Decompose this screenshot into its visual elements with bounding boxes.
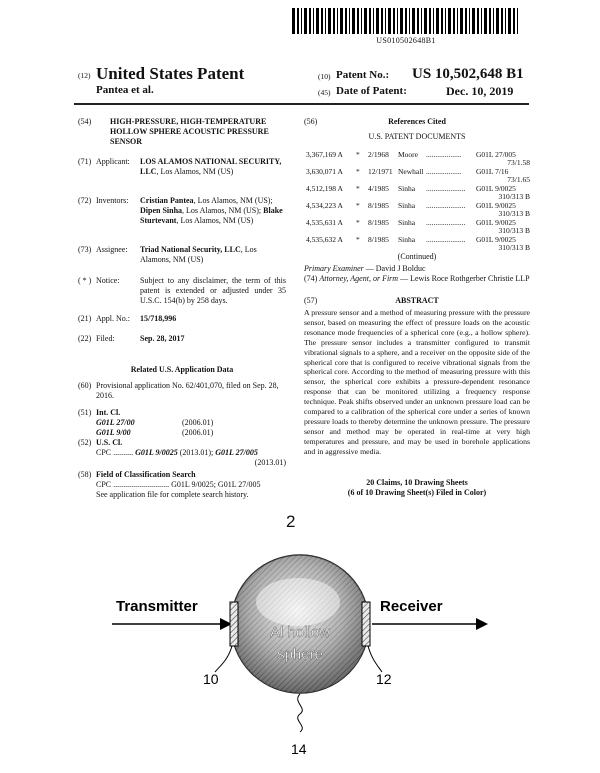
- barcode: [292, 8, 520, 34]
- intcl-class: G01L 9/00: [96, 428, 131, 437]
- reference-class: G01L 9/0025: [476, 218, 516, 227]
- patent-number: US 10,502,648 B1: [412, 66, 524, 82]
- barcode-number: US010502648B1: [376, 36, 436, 45]
- intcl-version: (2006.01): [182, 418, 214, 427]
- barcode-bar: [297, 8, 299, 34]
- reference-subclass: 310/313 B: [498, 192, 530, 201]
- barcode-bar: [388, 8, 391, 34]
- cpc-line: CPC .......... G01L 9/0025 (2013.01); G01L 27/005: [96, 448, 258, 457]
- reference-star: *: [356, 167, 360, 176]
- reference-dots: ...................: [426, 150, 462, 159]
- barcode-bar: [409, 8, 410, 34]
- reference-star: *: [356, 150, 360, 159]
- barcode-bar: [393, 8, 395, 34]
- notice-label: Notice:: [96, 276, 120, 285]
- reference-date: 8/1985: [368, 201, 389, 210]
- reference-number: 4,535,632 A: [306, 235, 343, 244]
- barcode-bar: [496, 8, 499, 34]
- applicant: LOS ALAMOS NATIONAL SECURITY, LLC, Los Alamos, NM (US): [140, 157, 282, 177]
- transmitter-arrow: [112, 618, 232, 630]
- inventors-label: Inventors:: [96, 196, 129, 205]
- uscl-label: U.S. Cl.: [96, 438, 123, 447]
- reference-number: 4,534,223 A: [306, 201, 343, 210]
- barcode-bar: [376, 8, 379, 34]
- barcode-bar: [361, 8, 362, 34]
- assignee-code: (73): [78, 245, 92, 254]
- barcode-bar: [337, 8, 338, 34]
- abstract-code: (57): [304, 296, 318, 305]
- code-12: (12): [78, 71, 91, 80]
- reference-class: G01L 27/005: [476, 150, 516, 159]
- provisional-text: Provisional application No. 62/401,070, filed on Sep. 28, 2016.: [96, 381, 279, 401]
- barcode-bar: [421, 8, 422, 34]
- abstract-text: A pressure sensor and a method of measuring pressure with the pressure sensor, based on measuring the effect of pressure loads on the acoustic resonance mode frequencies of a spherical core (e.g., a hollow sphere). The pressure sensor includes a transmitter configured to transmit vibrational signals to a sphere, and a receiver on the opposite side of the spherical core that is configured to receive vibrational signals from the spherical core. According to the method of measuring pressure with this sensor, the spherical core exhibits a pressure-dependent resonance response that can be monitored utilizing a frequency response technique. Peak shifts observed under an unknown pressure load can be compared to a calibration of the spherical core under a series of known pressure loads to thereby determine the unknown pressure. The pressure sensor and method may be operated in real-time at very high temperatures and pressure, and may be used in borehole applications and in aggressive media.: [304, 308, 530, 456]
- barcode-bar: [489, 8, 491, 34]
- barcode-bar: [349, 8, 350, 34]
- barcode-bar: [405, 8, 407, 34]
- barcode-bar: [445, 8, 446, 34]
- barcode-bar: [460, 8, 463, 34]
- barcode-bar: [357, 8, 359, 34]
- barcode-bar: [453, 8, 455, 34]
- ref-12: 12: [376, 671, 392, 687]
- barcode-bar: [352, 8, 355, 34]
- barcode-bar: [309, 8, 311, 34]
- barcode-bar: [457, 8, 458, 34]
- notice-text: Subject to any disclaimer, the term of this patent is extended or adjusted under 35 U.S.C. 154(b) by 258 days.: [140, 276, 286, 306]
- reference-class: G01L 7/16: [476, 167, 509, 176]
- barcode-bar: [292, 8, 295, 34]
- field-code: (58): [78, 470, 92, 479]
- barcode-bar: [345, 8, 347, 34]
- barcode-bar: [340, 8, 343, 34]
- leader-14: [298, 694, 303, 732]
- filed-label: Filed:: [96, 334, 115, 343]
- sphere-label-line2: sphere: [277, 646, 323, 663]
- reference-inventor: Sinha: [398, 184, 416, 193]
- reference-inventor: Sinha: [398, 235, 416, 244]
- reference-subclass: 310/313 B: [498, 226, 530, 235]
- barcode-bar: [493, 8, 494, 34]
- barcode-bar: [333, 8, 335, 34]
- barcode-bar: [301, 8, 302, 34]
- reference-subclass: 73/1.65: [507, 175, 530, 184]
- related-heading: Related U.S. Application Data: [130, 365, 234, 374]
- reference-date: 8/1985: [368, 235, 389, 244]
- barcode-bar: [381, 8, 383, 34]
- barcode-bar: [465, 8, 467, 34]
- appl-code: (21): [78, 314, 92, 323]
- barcode-bar: [508, 8, 511, 34]
- filed-code: (22): [78, 334, 92, 343]
- reference-star: *: [356, 201, 360, 210]
- examiner: Primary Examiner — David J Bolduc: [304, 264, 426, 273]
- assignee-label: Assignee:: [96, 245, 128, 254]
- reference-dots: .....................: [426, 235, 466, 244]
- transmitter-transducer: [230, 602, 238, 646]
- barcode-bar: [501, 8, 503, 34]
- patent-date: Dec. 10, 2019: [446, 84, 514, 98]
- barcode-bar: [513, 8, 515, 34]
- inventors: Cristian Pantea, Los Alamos, NM (US); Dipen Sinha, Los Alamos, NM (US); Blake Sturtevant, Los Alamos, NM (US): [140, 196, 283, 226]
- patent-no-label: Patent No.:: [336, 69, 390, 81]
- continued: (Continued): [397, 252, 437, 261]
- leader-12: [368, 646, 382, 672]
- title-code: (54): [78, 117, 92, 126]
- receiver-arrow: [372, 618, 488, 630]
- reference-class: G01L 9/0025: [476, 201, 516, 210]
- ref-14: 14: [291, 741, 307, 757]
- attorney: (74) Attorney, Agent, or Firm — Lewis Roce Rothgerber Christie LLP: [304, 274, 530, 283]
- receiver-label: Receiver: [380, 598, 443, 615]
- filed-date: Sep. 28, 2017: [140, 334, 185, 343]
- barcode-bar: [481, 8, 482, 34]
- field-label: Field of Classification Search: [96, 470, 196, 479]
- reference-number: 3,630,071 A: [306, 167, 343, 176]
- notice-code: ( * ): [78, 276, 92, 285]
- sphere-label-line1: Al hollow: [269, 624, 331, 641]
- barcode-bar: [517, 8, 518, 34]
- barcode-bar: [304, 8, 307, 34]
- leader-10: [215, 646, 232, 672]
- barcode-bar: [448, 8, 451, 34]
- barcode-bar: [477, 8, 479, 34]
- field-cpc: CPC ............................ G01L 9/0025; G01L 27/005: [96, 480, 261, 489]
- field-see: See application file for complete search history.: [96, 490, 249, 499]
- barcode-bar: [313, 8, 314, 34]
- barcode-bar: [400, 8, 403, 34]
- barcode-bar: [436, 8, 439, 34]
- reference-class: G01L 9/0025: [476, 235, 516, 244]
- receiver-transducer: [362, 602, 370, 646]
- barcode-bar: [369, 8, 371, 34]
- reference-number: 3,367,169 A: [306, 150, 343, 159]
- barcode-bar: [469, 8, 470, 34]
- reference-number: 4,535,631 A: [306, 218, 343, 227]
- barcode-bar: [484, 8, 487, 34]
- intcl-class: G01L 27/00: [96, 418, 135, 427]
- figure-number: 2: [286, 512, 296, 531]
- barcode-bar: [441, 8, 443, 34]
- code-10: (10): [318, 72, 331, 81]
- prov-code: (60): [78, 381, 92, 390]
- barcode-bar: [429, 8, 431, 34]
- intcl-code: (51): [78, 408, 92, 417]
- references-heading: References Cited: [388, 117, 446, 126]
- inventor-short: Pantea et al.: [96, 84, 154, 96]
- date-label: Date of Patent:: [336, 85, 407, 97]
- reference-dots: ...................: [426, 167, 462, 176]
- barcode-bar: [433, 8, 434, 34]
- patent-title-heading: United States Patent: [96, 64, 245, 83]
- claims-line: 20 Claims, 10 Drawing Sheets: [366, 478, 468, 487]
- reference-dots: .....................: [426, 184, 466, 193]
- reference-class: G01L 9/0025: [476, 184, 516, 193]
- inventors-code: (72): [78, 196, 92, 205]
- barcode-bar: [472, 8, 475, 34]
- applicant-label: Applicant:: [96, 157, 130, 166]
- appl-number: 15/718,996: [140, 314, 177, 323]
- barcode-bar: [373, 8, 374, 34]
- uscl-code: (52): [78, 438, 92, 447]
- ref-code: (56): [304, 117, 318, 126]
- header-rule: [74, 103, 529, 105]
- reference-subclass: 73/1.58: [507, 158, 530, 167]
- reference-date: 8/1985: [368, 218, 389, 227]
- intcl-label: Int. Cl.: [96, 408, 121, 417]
- barcode-bar: [325, 8, 326, 34]
- reference-subclass: 310/313 B: [498, 243, 530, 252]
- barcode-bar: [412, 8, 415, 34]
- invention-title: HIGH-PRESSURE, HIGH-TEMPERATURE HOLLOW SPHERE ACOUSTIC PRESSURE SENSOR: [110, 117, 269, 147]
- reference-subclass: 310/313 B: [498, 209, 530, 218]
- reference-inventor: Sinha: [398, 218, 416, 227]
- applicant-code: (71): [78, 157, 92, 166]
- reference-inventor: Moore: [398, 150, 418, 159]
- barcode-bar: [424, 8, 427, 34]
- abstract-heading: ABSTRACT: [395, 296, 439, 305]
- reference-number: 4,512,198 A: [306, 184, 343, 193]
- reference-inventor: Sinha: [398, 201, 416, 210]
- intcl-version: (2006.01): [182, 428, 214, 437]
- assignee: Triad National Security, LLC, Los Alamons, NM (US): [140, 245, 257, 265]
- barcode-bar: [417, 8, 419, 34]
- figure-drawing: [60, 520, 540, 770]
- reference-dots: .....................: [426, 201, 466, 210]
- reference-star: *: [356, 235, 360, 244]
- reference-dots: .....................: [426, 218, 466, 227]
- barcode-bar: [328, 8, 331, 34]
- reference-star: *: [356, 218, 360, 227]
- ref-10: 10: [203, 671, 219, 687]
- code-45: (45): [318, 88, 331, 97]
- transmitter-label: Transmitter: [116, 598, 198, 615]
- reference-star: *: [356, 184, 360, 193]
- cpc-version: (2013.01): [254, 458, 286, 467]
- barcode-bar: [364, 8, 367, 34]
- barcode-bar: [397, 8, 398, 34]
- reference-date: 12/1971: [368, 167, 393, 176]
- barcode-bar: [385, 8, 386, 34]
- barcode-bar: [316, 8, 319, 34]
- reference-date: 2/1968: [368, 150, 389, 159]
- drawings-line: (6 of 10 Drawing Sheet(s) Filed in Color): [347, 488, 487, 497]
- us-docs-heading: U.S. PATENT DOCUMENTS: [368, 132, 466, 141]
- reference-inventor: Newhall: [398, 167, 424, 176]
- reference-date: 4/1985: [368, 184, 389, 193]
- barcode-bar: [505, 8, 506, 34]
- appl-label: Appl. No.:: [96, 314, 130, 323]
- barcode-bar: [321, 8, 323, 34]
